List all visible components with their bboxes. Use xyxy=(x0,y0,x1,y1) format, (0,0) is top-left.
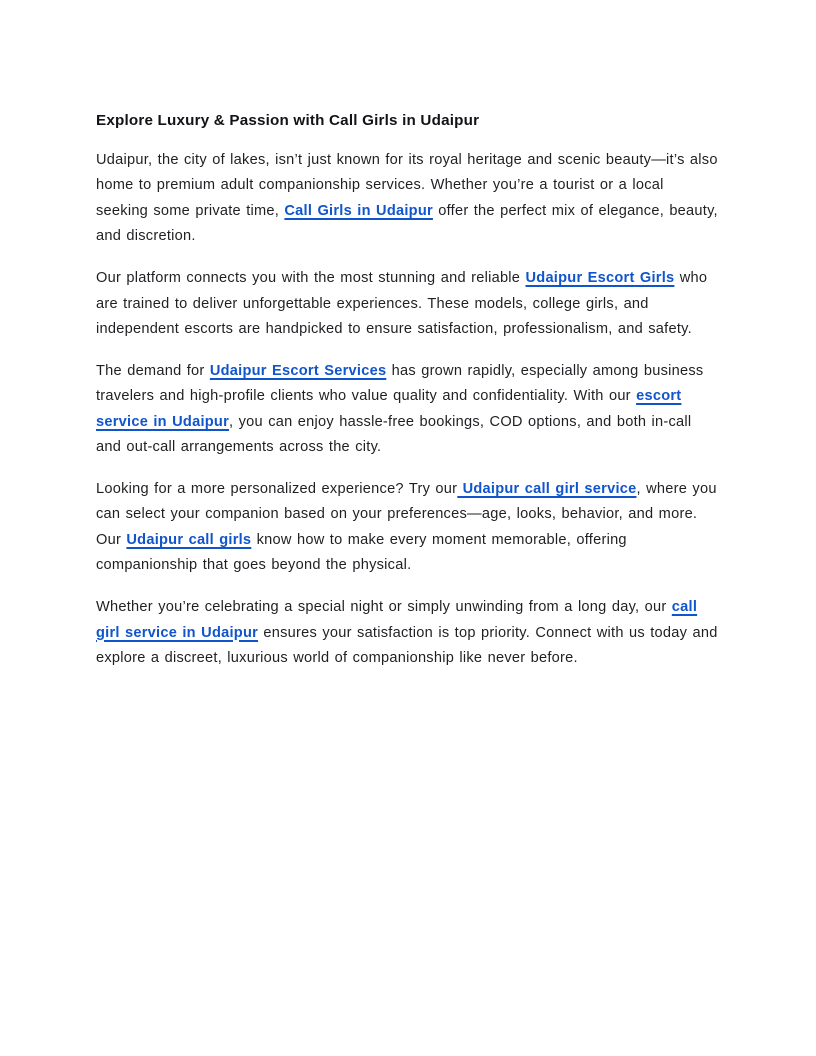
link-udaipur-escort-girls[interactable]: Udaipur Escort Girls xyxy=(525,270,675,287)
link-call-girl-service-in-udaipur[interactable]: call girl service in Udaipur xyxy=(96,599,698,641)
text-run: has grown rapidly, especially among business travelers and high-profile clients who value quality and confidentiality. With our xyxy=(96,362,704,405)
paragraph-closing xyxy=(96,595,720,671)
link-call-girls-in-udaipur[interactable]: Call Girls in Udaipur xyxy=(284,202,433,219)
paragraph-personalized xyxy=(96,477,720,579)
text-run: know how to make every moment memorable, offering companionship that goes beyond the physical. xyxy=(96,531,627,574)
text-run: who are trained to deliver unforgettable experiences. These models, college girls, and independent escorts are handpicked to ensure satisfaction, professionalism, and safety. xyxy=(96,270,708,337)
document-heading: Explore Luxury & Passion with Call Girls in Udaipur xyxy=(96,112,480,129)
text-run: Looking for a more personalized experience? Try our xyxy=(96,480,458,497)
text-run: Our platform connects you with the most stunning and reliable xyxy=(96,270,526,287)
text-run: , where you can select your companion based on your preferences—age, looks, behavior, and more. Our xyxy=(96,480,717,548)
text-run: offer the perfect mix of elegance, beauty, and discretion. xyxy=(96,202,718,245)
link-udaipur-call-girl-service[interactable]: Udaipur call girl service xyxy=(457,480,637,497)
paragraph-platform xyxy=(96,266,720,342)
text-run: Whether you’re celebrating a special night or simply unwinding from a long day, our xyxy=(96,599,672,616)
text-run: The demand for xyxy=(96,362,210,379)
text-run: , you can enjoy hassle-free bookings, COD options, and both in-call and out-call arrangements across the city. xyxy=(96,413,692,456)
text-run: Udaipur, the city of lakes, isn’t just known for its royal heritage and scenic beauty—it’s also home to premium adult companionship services. Whether you’re a tourist or a local seeking some private time, xyxy=(96,152,718,219)
link-udaipur-call-girls[interactable]: Udaipur call girls xyxy=(126,531,252,548)
paragraph-demand xyxy=(96,359,720,461)
text-run: ensures your satisfaction is top priority. Connect with us today and explore a discreet, luxurious world of companionship like never before. xyxy=(96,624,718,666)
link-escort-service-in-udaipur[interactable]: escort service in Udaipur xyxy=(96,388,682,430)
paragraph-intro xyxy=(96,148,720,250)
link-udaipur-escort-services[interactable]: Udaipur Escort Services xyxy=(209,362,387,379)
